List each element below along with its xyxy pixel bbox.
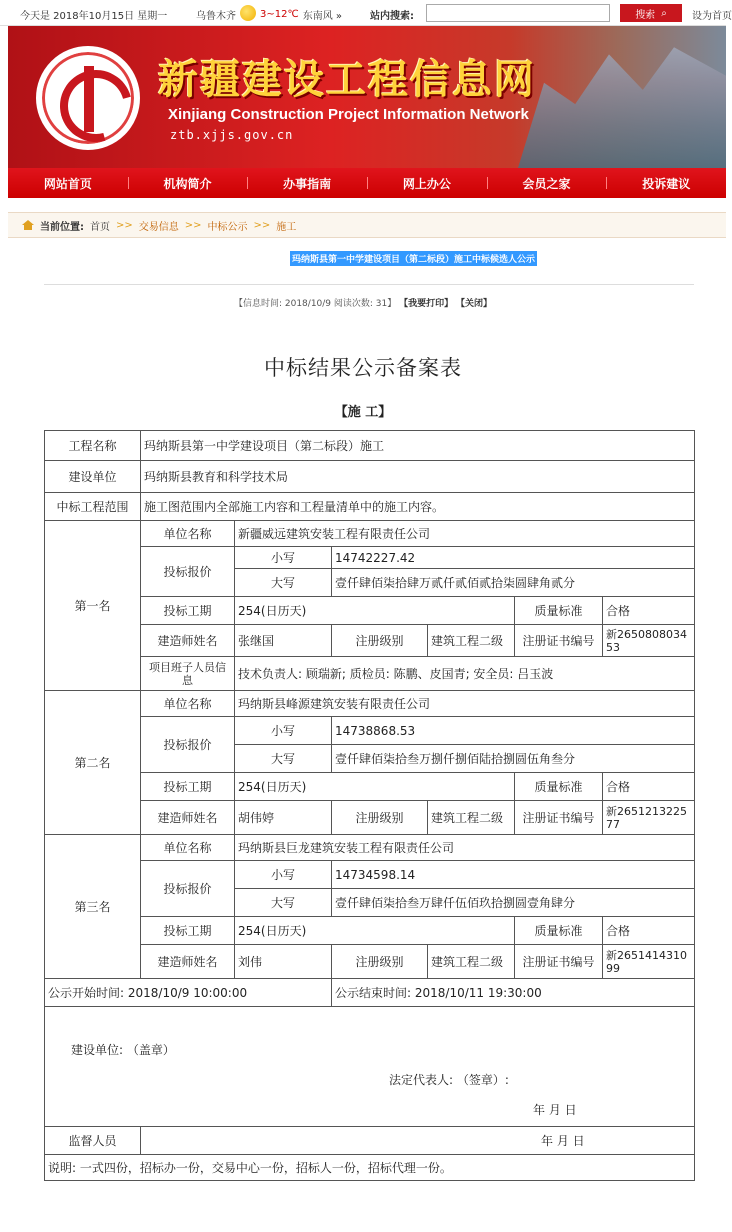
bid-price-label: 投标报价 bbox=[141, 861, 235, 917]
search-button-label: 搜索 bbox=[635, 9, 656, 21]
unit-name-value: 玛纳斯县峰源建筑安装有限责任公司 bbox=[235, 691, 695, 717]
cert-label: 注册证书编号 bbox=[515, 625, 603, 657]
breadcrumb-trading[interactable]: 交易信息 bbox=[138, 221, 179, 233]
nav-guide[interactable]: 办事指南 bbox=[247, 175, 367, 192]
bid-price-label: 投标报价 bbox=[141, 717, 235, 773]
breadcrumb-award[interactable]: 中标公示 bbox=[207, 221, 248, 233]
breadcrumb-home[interactable]: 首页 bbox=[90, 221, 110, 233]
reg-level-value: 建筑工程二级 bbox=[428, 945, 515, 979]
bid-price-label: 投标报价 bbox=[141, 547, 235, 597]
price-lower-value: 14742227.42 bbox=[332, 547, 695, 569]
project-name-label: 工程名称 bbox=[45, 431, 141, 461]
lower-label: 小写 bbox=[235, 717, 332, 745]
build-unit-seal: 建设单位: （盖章） bbox=[71, 1043, 175, 1057]
main-nav bbox=[8, 168, 726, 198]
rank-2: 第二名 bbox=[45, 691, 141, 835]
breadcrumb-separator: >> bbox=[184, 219, 202, 231]
breadcrumb-separator: >> bbox=[116, 219, 133, 231]
team-label: 项目班子人员信息 bbox=[141, 657, 235, 691]
city-text: 乌鲁木齐 bbox=[196, 11, 236, 22]
sun-icon bbox=[240, 5, 256, 21]
build-unit-label: 建设单位 bbox=[45, 461, 141, 493]
period-value: 254(日历天) bbox=[235, 773, 515, 801]
breadcrumb-separator: >> bbox=[253, 219, 271, 231]
print-link[interactable]: 【我要打印】 bbox=[399, 299, 454, 309]
period-value: 254(日历天) bbox=[235, 917, 515, 945]
search-label: 站内搜索: bbox=[370, 11, 414, 22]
unit-name-value: 玛纳斯县巨龙建筑安装工程有限责任公司 bbox=[235, 835, 695, 861]
quality-value: 合格 bbox=[603, 917, 695, 945]
breadcrumb-label: 当前位置: bbox=[40, 221, 84, 233]
site-title: 新疆建设工程信息网 bbox=[158, 57, 536, 103]
note: 说明: 一式四份，招标办一份，交易中心一份，招标人一份，招标代理一份。 bbox=[45, 1155, 695, 1181]
legal-rep-sign: 法定代表人: （签章）: bbox=[389, 1073, 509, 1087]
price-upper-value: 壹仟肆佰柒拾叁万捌仟捌佰陆拾捌圆伍角叁分 bbox=[332, 745, 695, 773]
article-meta bbox=[0, 296, 726, 309]
project-name-value: 玛纳斯县第一中学建设项目（第二标段）施工 bbox=[141, 431, 695, 461]
engineer-label: 建造师姓名 bbox=[141, 945, 235, 979]
rank-1: 第一名 bbox=[45, 521, 141, 691]
quality-label: 质量标准 bbox=[515, 917, 603, 945]
supervisor-label: 监督人员 bbox=[45, 1127, 141, 1155]
team-value: 技术负责人: 顾瑞新; 质检员: 陈鹏、皮国青; 安全员: 吕玉波 bbox=[235, 657, 695, 691]
price-lower-value: 14738868.53 bbox=[332, 717, 695, 745]
publicity-start-value: 2018/10/9 10:00:00 bbox=[127, 986, 248, 1000]
site-domain: ztb.xjjs.gov.cn bbox=[170, 128, 294, 142]
period-label: 投标工期 bbox=[141, 917, 235, 945]
sign-date: 年 月 日 bbox=[533, 1103, 577, 1117]
reg-level-label: 注册级别 bbox=[332, 625, 428, 657]
price-lower-value: 14734598.14 bbox=[332, 861, 695, 889]
unit-name-label: 单位名称 bbox=[141, 835, 235, 861]
weather bbox=[196, 7, 342, 22]
site-english-title: Xinjiang Construction Project Information Network bbox=[168, 106, 529, 123]
close-link[interactable]: 【关闭】 bbox=[456, 299, 493, 309]
quality-label: 质量标准 bbox=[515, 773, 603, 801]
unit-name-label: 单位名称 bbox=[141, 521, 235, 547]
nav-home[interactable]: 网站首页 bbox=[43, 176, 92, 191]
period-value: 254(日历天) bbox=[235, 597, 515, 625]
publicity-end-label: 公示结束时间: bbox=[335, 986, 412, 1000]
signature-area bbox=[45, 1007, 695, 1127]
engineer-value: 张继国 bbox=[235, 625, 332, 657]
upper-label: 大写 bbox=[235, 889, 332, 917]
price-upper-value: 壹仟肆佰柒拾肆万贰仟贰佰贰拾柒圆肆角贰分 bbox=[332, 569, 695, 597]
nav-members[interactable]: 会员之家 bbox=[487, 175, 607, 192]
lower-label: 小写 bbox=[235, 861, 332, 889]
quality-value: 合格 bbox=[603, 597, 695, 625]
cert-value: 新265080803453 bbox=[603, 625, 695, 657]
nav-complaints[interactable]: 投诉建议 bbox=[606, 175, 726, 192]
document-title: 中标结果公示备案表 bbox=[264, 356, 462, 380]
search-input[interactable] bbox=[426, 4, 610, 22]
article-info: 【信息时间: 2018/10/9 阅读次数: 31】 bbox=[233, 299, 397, 309]
nav-about[interactable]: 机构简介 bbox=[128, 175, 248, 192]
search-button[interactable] bbox=[620, 4, 682, 22]
build-unit-value: 玛纳斯县教育和科学技术局 bbox=[141, 461, 695, 493]
rank-3: 第三名 bbox=[45, 835, 141, 979]
breadcrumb-construction[interactable]: 施工 bbox=[276, 221, 297, 233]
set-homepage-link[interactable]: 设为首页 bbox=[692, 11, 732, 22]
search-icon: ⌕ bbox=[661, 7, 667, 19]
temp-text: 3~12℃ bbox=[260, 9, 299, 20]
award-table bbox=[44, 430, 695, 1181]
scope-value: 施工图范围内全部施工内容和工程量清单中的施工内容。 bbox=[141, 493, 695, 521]
cert-label: 注册证书编号 bbox=[515, 945, 603, 979]
document-subtitle: 【施 工】 bbox=[334, 405, 392, 420]
publicity-end-value: 2018/10/11 19:30:00 bbox=[414, 986, 542, 1000]
upper-label: 大写 bbox=[235, 569, 332, 597]
supervisor-date: 年 月 日 bbox=[141, 1127, 695, 1155]
site-banner bbox=[8, 26, 726, 168]
cert-value: 新265121322577 bbox=[603, 801, 695, 835]
wind-text: 东南风 » bbox=[302, 11, 342, 22]
lower-label: 小写 bbox=[235, 547, 332, 569]
date-text: 今天是 2018年10月15日 星期一 bbox=[20, 11, 168, 22]
nav-online-office[interactable]: 网上办公 bbox=[367, 175, 487, 192]
publicity-start bbox=[45, 979, 332, 1007]
quality-value: 合格 bbox=[603, 773, 695, 801]
breadcrumb bbox=[8, 212, 726, 238]
engineer-value: 胡伟婷 bbox=[235, 801, 332, 835]
engineer-label: 建造师姓名 bbox=[141, 801, 235, 835]
divider bbox=[44, 284, 694, 285]
upper-label: 大写 bbox=[235, 745, 332, 773]
scope-label: 中标工程范围 bbox=[45, 493, 141, 521]
unit-name-value: 新疆威远建筑安装工程有限责任公司 bbox=[235, 521, 695, 547]
unit-name-label: 单位名称 bbox=[141, 691, 235, 717]
top-bar bbox=[0, 0, 732, 26]
cert-value: 新265141431099 bbox=[603, 945, 695, 979]
article-title: 玛纳斯县第一中学建设项目（第二标段）施工中标候选人公示 bbox=[290, 251, 537, 266]
reg-level-value: 建筑工程二级 bbox=[428, 801, 515, 835]
quality-label: 质量标准 bbox=[515, 597, 603, 625]
publicity-start-label: 公示开始时间: bbox=[48, 986, 125, 1000]
publicity-end bbox=[332, 979, 695, 1007]
price-upper-value: 壹仟肆佰柒拾叁万肆仟伍佰玖拾捌圆壹角肆分 bbox=[332, 889, 695, 917]
engineer-value: 刘伟 bbox=[235, 945, 332, 979]
period-label: 投标工期 bbox=[141, 597, 235, 625]
home-icon bbox=[22, 220, 34, 230]
reg-level-label: 注册级别 bbox=[332, 945, 428, 979]
reg-level-value: 建筑工程二级 bbox=[428, 625, 515, 657]
engineer-label: 建造师姓名 bbox=[141, 625, 235, 657]
cert-label: 注册证书编号 bbox=[515, 801, 603, 835]
site-logo[interactable] bbox=[36, 46, 140, 150]
reg-level-label: 注册级别 bbox=[332, 801, 428, 835]
period-label: 投标工期 bbox=[141, 773, 235, 801]
